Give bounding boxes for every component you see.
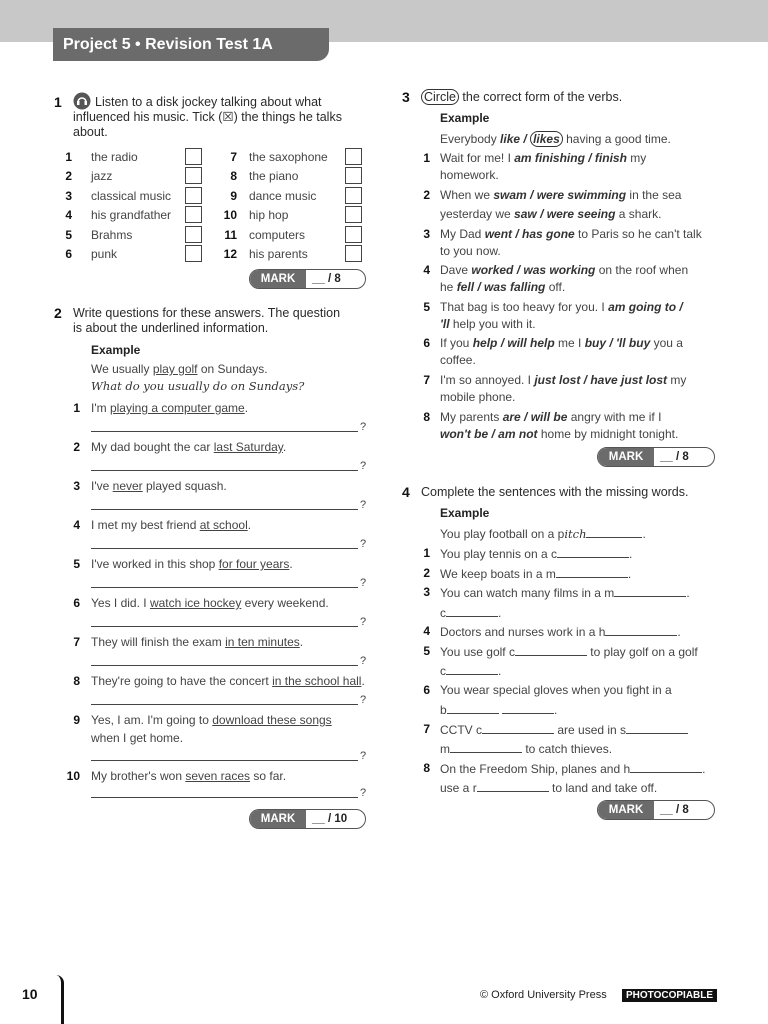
verb-options[interactable]: fell / was falling <box>456 280 546 294</box>
q2-answer-line[interactable] <box>91 509 358 510</box>
sentence-text: to play golf on a golf <box>590 645 698 659</box>
sentence-text: are used in s <box>557 723 627 737</box>
q1-tick-box[interactable] <box>185 148 202 165</box>
q1-item-number: 6 <box>65 247 72 261</box>
underlined-info: in the school hall <box>272 674 362 688</box>
answer-blank[interactable] <box>626 721 688 734</box>
sentence-text: me I <box>554 336 585 350</box>
q1-tick-box[interactable] <box>345 245 362 262</box>
q4-line-text: Doctors and nurses work in a h . <box>440 625 681 639</box>
q4-instruction: Complete the sentences with the missing words. <box>421 485 689 499</box>
sentence-text: help you with it. <box>449 317 536 331</box>
q3-line-text <box>440 426 678 442</box>
q2-item-number: 4 <box>73 518 80 532</box>
q2-answer-line[interactable] <box>91 587 358 588</box>
q1-tick-box[interactable] <box>185 245 202 262</box>
q4-line-text <box>440 740 612 757</box>
sentence-text: yesterday we <box>440 207 515 221</box>
sentence-text: If you <box>440 336 473 350</box>
q2-item-sentence <box>91 400 248 416</box>
q1-item-number: 12 <box>223 247 237 261</box>
q2-answer-line[interactable] <box>91 548 358 549</box>
sentence-text: . <box>244 401 249 415</box>
sentence-text: We keep boats in a m <box>440 567 556 581</box>
q4-item-number: 6 <box>423 683 430 697</box>
q3-item-number: 6 <box>423 336 430 350</box>
sentence-text: Yes I did. I <box>91 596 150 610</box>
answer-blank[interactable] <box>502 701 554 714</box>
verb-options[interactable]: am finishing / finish <box>514 151 627 165</box>
verb-options[interactable]: won't be / am not <box>440 427 538 441</box>
underlined-info: for four years <box>218 557 290 571</box>
sentence-text: you a <box>650 336 683 350</box>
sentence-text: to you now. <box>440 244 501 258</box>
q1-item-label: computers <box>249 228 306 242</box>
q4-item-number: 8 <box>423 761 430 775</box>
page-number: 10 <box>22 986 38 1002</box>
sentence-text: Doctors and nurses work in a h <box>440 625 606 639</box>
q2-item-sentence <box>91 673 365 689</box>
q2-example-sentence: We usually play golf on Sundays. <box>91 362 268 376</box>
q1-item-label: the piano <box>249 169 299 183</box>
q2-item-number: 6 <box>73 596 80 610</box>
answer-blank[interactable] <box>630 760 702 773</box>
q2-item-number: 1 <box>73 401 80 415</box>
verb-options[interactable]: swam / were swimming <box>493 188 627 202</box>
q3-line-text <box>440 167 499 183</box>
q1-item-number: 9 <box>230 189 237 203</box>
q4-line-text <box>440 682 672 698</box>
q1-item-label: hip hop <box>249 208 289 222</box>
q2-item-number: 7 <box>73 635 80 649</box>
q3-line-text <box>440 299 683 315</box>
q3-item-number: 7 <box>423 373 430 387</box>
q2-answer-line[interactable] <box>91 431 358 432</box>
q1-tick-box[interactable] <box>345 167 362 184</box>
sentence-text: You wear special gloves when you fight in a <box>440 683 672 697</box>
underlined-info: playing a computer game <box>109 401 245 415</box>
question-mark: ? <box>360 694 367 706</box>
sentence-text: angry with me if I <box>567 410 662 424</box>
sentence-text: You use golf c <box>440 645 515 659</box>
question-mark: ? <box>360 655 367 667</box>
q2-item-sentence <box>91 595 329 611</box>
q2-item-9-line2: when I get home. <box>91 731 184 745</box>
q4-line-text <box>440 643 698 660</box>
sentence-text: . <box>361 674 365 688</box>
question-mark: ? <box>360 538 367 550</box>
q3-line-text <box>440 150 646 166</box>
q2-example-label: Example <box>91 343 141 357</box>
q2-item-number: 3 <box>73 479 80 493</box>
sentence-text: My Dad <box>440 227 485 241</box>
mark-label: MARK <box>598 448 654 466</box>
q1-item-label: dance music <box>249 189 317 203</box>
q1-tick-box[interactable] <box>345 187 362 204</box>
q2-item-sentence <box>91 517 251 533</box>
q3-line-text <box>440 409 661 425</box>
sentence-text: to land and take off. <box>552 781 658 795</box>
question-mark: ? <box>360 460 367 472</box>
q1-tick-box[interactable] <box>185 167 202 184</box>
q1-item-label: jazz <box>91 169 113 183</box>
q3-example-sentence: Everybody like / likes having a good time. <box>440 132 671 146</box>
sentence-text: b <box>440 703 447 717</box>
sentence-text: You can watch many films in a m <box>440 586 615 600</box>
verb-options[interactable]: help / will help <box>472 336 555 350</box>
q4-item-number: 5 <box>423 644 430 658</box>
answer-blank[interactable] <box>450 740 522 753</box>
q2-answer-line[interactable] <box>91 470 358 471</box>
sentence-text: my <box>626 151 647 165</box>
sentence-text: Yes, I am. I'm going to <box>91 713 213 727</box>
q1-item-label: the radio <box>91 150 138 164</box>
verb-options[interactable]: worked / was working <box>471 263 596 277</box>
q1-item-number: 11 <box>224 228 237 242</box>
sentence-text: My dad bought the car <box>91 440 214 454</box>
q3-line-text <box>440 243 501 259</box>
underlined-info: watch ice hockey <box>149 596 242 610</box>
sentence-text: c <box>440 664 446 678</box>
q1-item-number: 5 <box>65 228 72 242</box>
verb-options[interactable]: buy / 'll buy <box>584 336 651 350</box>
q4-example-label: Example <box>440 506 490 520</box>
q1-tick-box[interactable] <box>345 226 362 243</box>
sentence-text: I met my best friend <box>91 518 200 532</box>
q4-line-text: You can watch many films in a m . <box>440 586 690 600</box>
q4-line-text: c . <box>440 664 502 678</box>
sentence-text: That bag is too heavy for you. I <box>440 300 609 314</box>
sentence-text: . <box>282 440 287 454</box>
mark-label: MARK <box>250 810 306 828</box>
q1-mark-box <box>249 269 366 289</box>
answer-blank[interactable] <box>482 721 554 734</box>
sentence-text: use a r <box>440 781 477 795</box>
sentence-text: . <box>299 635 304 649</box>
q2-answer-line[interactable] <box>91 797 358 798</box>
answer-blank[interactable] <box>446 604 498 617</box>
q1-tick-box[interactable] <box>185 206 202 223</box>
q1-item-number: 3 <box>65 189 72 203</box>
question-mark: ? <box>360 750 367 762</box>
sentence-text: They will finish the exam <box>91 635 226 649</box>
mark-value: __ / 8 <box>660 804 689 816</box>
q1-item-label: Brahms <box>91 228 133 242</box>
q1-item-label: the saxophone <box>249 150 328 164</box>
q2-answer-line[interactable] <box>91 626 358 627</box>
underlined-info: seven races <box>185 769 251 783</box>
q4-line-text: c . <box>440 606 502 620</box>
q3-line-text <box>440 279 565 295</box>
answer-blank[interactable] <box>556 565 628 578</box>
q4-item-number: 3 <box>423 585 430 599</box>
sentence-text: in the sea <box>626 188 682 202</box>
sentence-text: coffee. <box>440 353 476 367</box>
q4-example-sentence: You play football on a pitch . <box>440 527 646 541</box>
audio-icon <box>73 92 91 110</box>
q1-item-number: 8 <box>230 169 237 183</box>
sentence-text: . <box>289 557 293 571</box>
underlined-info: at school <box>199 518 248 532</box>
sentence-text: When we <box>440 188 494 202</box>
underlined-info: never <box>112 479 143 493</box>
sentence-text: my <box>667 373 687 387</box>
copyright: © Oxford University Press <box>480 989 607 1001</box>
photocopiable-badge: PHOTOCOPIABLE <box>622 989 717 1002</box>
sentence-text: You play tennis on a c <box>440 547 557 561</box>
q2-item-number: 10 <box>66 769 80 783</box>
q2-item-sentence <box>91 768 286 784</box>
mark-label: MARK <box>250 270 306 288</box>
sentence-text: I'm so annoyed. I <box>440 373 535 387</box>
q4-line-text: On the Freedom Ship, planes and h . <box>440 762 706 776</box>
sentence-text: CCTV c <box>440 723 482 737</box>
sentence-text: a shark. <box>615 207 662 221</box>
q4-line-text: You play tennis on a c . <box>440 547 633 561</box>
q3-mark-box <box>597 447 715 467</box>
sentence-text: I've worked in this shop <box>91 557 219 571</box>
sentence-text: Dave <box>440 263 472 277</box>
mark-label: MARK <box>598 801 654 819</box>
verb-options[interactable]: are / will be <box>502 410 568 424</box>
q3-line-text <box>440 206 661 222</box>
q2-answer-line[interactable] <box>91 760 358 761</box>
q3-item-number: 1 <box>423 151 430 165</box>
sentence-text: homework. <box>440 168 499 182</box>
q4-item-number: 7 <box>423 722 430 736</box>
q1-item-number: 7 <box>230 150 237 164</box>
q3-item-number: 2 <box>423 188 430 202</box>
q1-instruction-3: about. <box>73 125 108 139</box>
q4-line-text: b . <box>440 703 558 717</box>
q4-line-text: We keep boats in a m . <box>440 567 632 581</box>
q2-item-sentence <box>91 712 332 728</box>
underlined-info: in ten minutes <box>225 635 300 649</box>
mark-value: __ / 10 <box>312 813 348 825</box>
answer-blank[interactable] <box>447 701 499 714</box>
q1-item-label: his parents <box>249 247 308 261</box>
q1-tick-box[interactable] <box>185 187 202 204</box>
q3-number: 3 <box>402 89 410 105</box>
answer-blank[interactable] <box>446 662 498 675</box>
sentence-text: Wait for me! I <box>440 151 515 165</box>
sentence-text: to Paris so he can't talk <box>574 227 702 241</box>
sentence-text: to catch thieves. <box>525 742 613 756</box>
q2-item-sentence <box>91 478 227 494</box>
answer-blank[interactable] <box>557 545 629 558</box>
q3-line-text <box>440 335 683 351</box>
q2-instruction-2: is about the underlined information. <box>73 321 269 335</box>
underlined-info: download these songs <box>212 713 332 727</box>
q3-instruction: Circle the correct form of the verbs. <box>421 89 622 105</box>
sentence-text: . <box>247 518 252 532</box>
answer-blank[interactable] <box>515 643 587 656</box>
q2-example-answer: What do you usually do on Sundays? <box>91 379 305 393</box>
verb-options[interactable]: am going to / <box>608 300 683 314</box>
q2-answer-line[interactable] <box>91 665 358 666</box>
q4-line-text <box>440 779 657 796</box>
page-bracket <box>53 975 64 1024</box>
sentence-text: every weekend. <box>241 596 329 610</box>
q2-mark-box <box>249 809 366 829</box>
verb-options[interactable]: just lost / have just lost <box>534 373 668 387</box>
q3-line-text <box>440 187 681 203</box>
mark-value: __ / 8 <box>312 273 341 285</box>
q2-item-sentence <box>91 439 286 455</box>
sentence-text: On the Freedom Ship, planes and h <box>440 762 631 776</box>
sentence-text: played squash. <box>142 479 227 493</box>
q3-line-text <box>440 372 686 388</box>
q3-item-number: 8 <box>423 410 430 424</box>
sentence-text: c <box>440 606 446 620</box>
q2-answer-line[interactable] <box>91 704 358 705</box>
q3-item-number: 3 <box>423 227 430 241</box>
page-title: Project 5 • Revision Test 1A <box>53 28 329 61</box>
q1-item-number: 4 <box>65 208 72 222</box>
sentence-text: I've <box>91 479 113 493</box>
question-mark: ? <box>360 577 367 589</box>
q2-item-number: 5 <box>73 557 80 571</box>
verb-options[interactable]: saw / were seeing <box>514 207 616 221</box>
answer-blank[interactable] <box>477 779 549 792</box>
q2-item-sentence <box>91 634 303 650</box>
q4-item-number: 2 <box>423 566 430 580</box>
question-mark: ? <box>360 499 367 511</box>
q2-instruction-1: Write questions for these answers. The question <box>73 306 341 320</box>
sentence-text: mobile phone. <box>440 390 516 404</box>
q1-item-number: 2 <box>65 169 72 183</box>
q1-tick-box[interactable] <box>185 226 202 243</box>
verb-options[interactable]: went / has gone <box>484 227 575 241</box>
sentence-text: on the roof when <box>595 263 689 277</box>
answer-blank[interactable] <box>605 623 677 636</box>
sentence-text: My brother's won <box>91 769 186 783</box>
q3-line-text <box>440 352 476 368</box>
sentence-text: off. <box>545 280 566 294</box>
q3-line-text <box>440 262 688 278</box>
q1-instruction-2: influenced his music. Tick (☒) the things he talks <box>73 110 342 124</box>
q2-number: 2 <box>54 305 62 321</box>
q3-line-text <box>440 316 536 332</box>
q2-item-number: 9 <box>73 713 80 727</box>
q4-item-number: 1 <box>423 546 430 560</box>
q3-item-number: 5 <box>423 300 430 314</box>
sentence-text: so far. <box>250 769 287 783</box>
q4-mark-box <box>597 800 715 820</box>
sentence-text: My parents <box>440 410 503 424</box>
q4-item-number: 4 <box>423 624 430 638</box>
q1-tick-box[interactable] <box>345 148 362 165</box>
q1-number: 1 <box>54 94 62 110</box>
q2-item-sentence <box>91 556 293 572</box>
q4-line-text <box>440 721 688 738</box>
q1-item-label: punk <box>91 247 118 261</box>
q2-item-number: 2 <box>73 440 80 454</box>
sentence-text: They're going to have the concert <box>91 674 273 688</box>
q3-example-label: Example <box>440 111 490 125</box>
q3-item-number: 4 <box>423 263 430 277</box>
verb-options[interactable]: 'll <box>440 317 450 331</box>
q3-line-text <box>440 226 702 242</box>
question-mark: ? <box>360 787 367 799</box>
question-mark: ? <box>360 421 367 433</box>
sentence-text: m <box>440 742 450 756</box>
q1-item-label: his grandfather <box>91 208 172 222</box>
answer-blank[interactable] <box>614 584 686 597</box>
sentence-text: he <box>440 280 457 294</box>
q1-tick-box[interactable] <box>345 206 362 223</box>
mark-value: __ / 8 <box>660 451 689 463</box>
q1-item-label: classical music <box>91 189 172 203</box>
q1-item-number: 1 <box>65 150 72 164</box>
sentence-text: home by midnight tonight. <box>537 427 679 441</box>
sentence-text: I'm <box>91 401 110 415</box>
q2-item-number: 8 <box>73 674 80 688</box>
q1-instruction-1: Listen to a disk jockey talking about what <box>95 95 322 109</box>
q1-item-number: 10 <box>223 208 237 222</box>
question-mark: ? <box>360 616 367 628</box>
q4-number: 4 <box>402 484 410 500</box>
underlined-info: last Saturday <box>213 440 283 454</box>
q3-line-text <box>440 389 515 405</box>
